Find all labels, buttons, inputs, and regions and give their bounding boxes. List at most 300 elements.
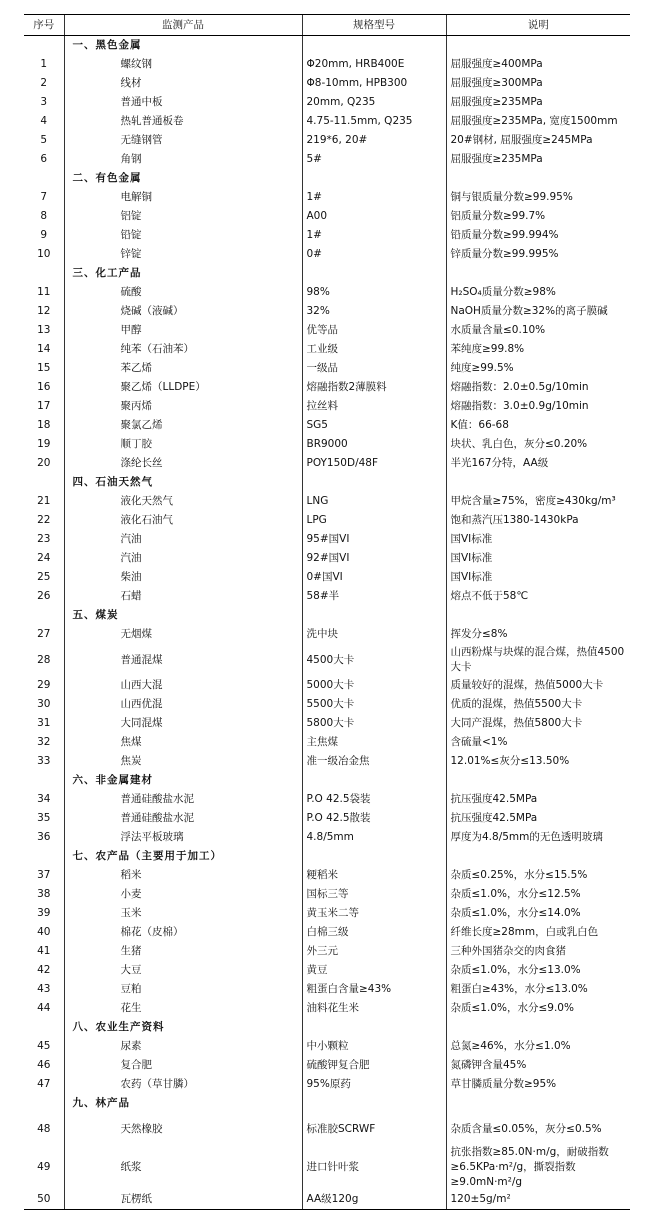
cell-note: 屈服强度≥235MPa (446, 93, 630, 112)
cell-note: 120±5g/m² (446, 1190, 630, 1210)
table-row (24, 93, 630, 112)
cell-note: 优质的混煤，热值5500大卡 (446, 695, 630, 714)
table-row (24, 904, 630, 923)
cell-no: 34 (37, 793, 51, 805)
cell-note: 大同产混煤，热值5800大卡 (446, 714, 630, 733)
cell-note: 半光167分特，AA级 (446, 454, 630, 473)
cell-spec: LPG (302, 511, 446, 530)
cell-spec: 标准胶SCRWF (302, 1113, 446, 1145)
category-spec-cell (302, 473, 446, 492)
cell-no: 25 (37, 571, 51, 583)
table-row (24, 1190, 630, 1210)
category-no-cell (24, 1094, 64, 1113)
cell-product: 复合肥 (64, 1056, 302, 1075)
cell-spec: 5# (302, 150, 446, 169)
cell-spec: Φ20mm, HRB400E (302, 55, 446, 74)
table-row (24, 644, 630, 676)
cell-spec: 5000大卡 (302, 676, 446, 695)
category-spec-cell (302, 1094, 446, 1113)
cell-note: 挥发分≤8% (446, 625, 630, 644)
cell-no: 4 (40, 115, 48, 127)
table-row (24, 378, 630, 397)
cell-product: 柴油 (64, 568, 302, 587)
header-product: 监测产品 (64, 15, 302, 36)
cell-note: 水质量含量≤0.10% (446, 321, 630, 340)
cell-product: 无烟煤 (64, 625, 302, 644)
cell-spec: 工业级 (302, 340, 446, 359)
category-spec-cell (302, 264, 446, 283)
cell-product: 天然橡胶 (64, 1113, 302, 1145)
cell-note: 含硫量<1% (446, 733, 630, 752)
cell-note: 总氮≥46%，水分≤1.0% (446, 1037, 630, 1056)
cell-no: 22 (37, 514, 51, 526)
cell-note: 屈服强度≥300MPa (446, 74, 630, 93)
cell-no: 43 (37, 983, 51, 995)
cell-no: 19 (37, 438, 51, 450)
cell-product: 农药（草甘膦） (64, 1075, 302, 1094)
table-row (24, 885, 630, 904)
cell-note: 杂质≤1.0%，水分≤12.5% (446, 885, 630, 904)
category-spec-cell (302, 36, 446, 56)
cell-note: 苯纯度≥99.8% (446, 340, 630, 359)
cell-note: 铅质量分数≥99.994% (446, 226, 630, 245)
cell-no: 23 (37, 533, 51, 545)
cell-spec: 粗蛋白含量≥43% (302, 980, 446, 999)
cell-no: 42 (37, 964, 51, 976)
cell-no: 45 (37, 1040, 51, 1052)
cell-product: 甲醇 (64, 321, 302, 340)
cell-product: 普通硅酸盐水泥 (64, 809, 302, 828)
cell-no: 32 (37, 736, 51, 748)
table-row (24, 530, 630, 549)
table-row (24, 676, 630, 695)
cell-note: 杂质≤0.25%，水分≤15.5% (446, 866, 630, 885)
category-row (24, 771, 630, 790)
cell-no: 47 (37, 1078, 51, 1090)
cell-product: 焦煤 (64, 733, 302, 752)
table-row (24, 207, 630, 226)
table-row (24, 188, 630, 207)
cell-spec: 外三元 (302, 942, 446, 961)
table-row (24, 828, 630, 847)
table-row (24, 74, 630, 93)
cell-no: 28 (37, 653, 51, 666)
category-label: 一、黑色金属 (64, 36, 302, 56)
cell-note: H₂SO₄质量分数≥98% (446, 283, 630, 302)
cell-note: 铜与银质量分数≥99.95% (446, 188, 630, 207)
cell-note: 厚度为4.8/5mm的无色透明玻璃 (446, 828, 630, 847)
cell-no: 44 (37, 1002, 51, 1014)
category-label: 五、煤炭 (64, 606, 302, 625)
table-row (24, 302, 630, 321)
cell-product: 聚氯乙烯 (64, 416, 302, 435)
cell-note: 氮磷钾含量45% (446, 1056, 630, 1075)
products-table (24, 14, 630, 1210)
cell-product: 大同混煤 (64, 714, 302, 733)
cell-product: 山西大混 (64, 676, 302, 695)
cell-product: 焦炭 (64, 752, 302, 771)
cell-product: 尿素 (64, 1037, 302, 1056)
cell-spec: SG5 (302, 416, 446, 435)
category-no-cell (24, 771, 64, 790)
cell-note: 国VI标准 (446, 568, 630, 587)
cell-product: 液化天然气 (64, 492, 302, 511)
category-no-cell (24, 473, 64, 492)
cell-spec: 58#半 (302, 587, 446, 606)
category-row (24, 1094, 630, 1113)
table-row (24, 1056, 630, 1075)
table-row (24, 980, 630, 999)
cell-spec: 国标三等 (302, 885, 446, 904)
cell-spec: 5800大卡 (302, 714, 446, 733)
category-note-cell (446, 1094, 630, 1113)
table-row (24, 733, 630, 752)
category-row (24, 264, 630, 283)
table-row (24, 321, 630, 340)
cell-product: 小麦 (64, 885, 302, 904)
category-label: 八、农业生产资料 (64, 1018, 302, 1037)
header-note: 说明 (446, 15, 630, 36)
table-row (24, 340, 630, 359)
category-no-cell (24, 847, 64, 866)
cell-note: 国VI标准 (446, 530, 630, 549)
cell-note: 杂质≤1.0%，水分≤14.0% (446, 904, 630, 923)
cell-product: 大豆 (64, 961, 302, 980)
cell-spec: 5500大卡 (302, 695, 446, 714)
cell-no: 35 (37, 812, 51, 824)
table-row (24, 492, 630, 511)
cell-note: 熔融指数：3.0±0.9g/10min (446, 397, 630, 416)
cell-spec: BR9000 (302, 435, 446, 454)
table-row (24, 511, 630, 530)
cell-spec: POY150D/48F (302, 454, 446, 473)
table-row (24, 112, 630, 131)
cell-note: 纯度≥99.5% (446, 359, 630, 378)
cell-no: 46 (37, 1059, 51, 1071)
category-no-cell (24, 264, 64, 283)
category-label: 六、非金属建材 (64, 771, 302, 790)
cell-note: 杂质含量≤0.05%，灰分≤0.5% (446, 1113, 630, 1145)
category-spec-cell (302, 1018, 446, 1037)
cell-no: 39 (37, 907, 51, 919)
table-row (24, 695, 630, 714)
cell-product: 热轧普通板卷 (64, 112, 302, 131)
cell-product: 花生 (64, 999, 302, 1018)
category-note-cell (446, 771, 630, 790)
cell-note: 锌质量分数≥99.995% (446, 245, 630, 264)
cell-no: 2 (40, 77, 48, 89)
price-monitoring-table-wrapper (24, 14, 630, 1210)
cell-no: 30 (37, 698, 51, 710)
cell-spec: 熔融指数2薄膜料 (302, 378, 446, 397)
cell-no: 8 (40, 210, 48, 222)
cell-note: 抗压强度42.5MPa (446, 809, 630, 828)
cell-spec: LNG (302, 492, 446, 511)
category-no-cell (24, 606, 64, 625)
cell-product: 普通中板 (64, 93, 302, 112)
cell-no: 40 (37, 926, 51, 938)
cell-spec: 进口针叶浆 (302, 1145, 446, 1190)
category-spec-cell (302, 606, 446, 625)
cell-no: 49 (37, 1161, 51, 1173)
cell-product: 铝锭 (64, 207, 302, 226)
category-note-cell (446, 169, 630, 188)
table-row (24, 568, 630, 587)
cell-note: 质量较好的混煤，热值5000大卡 (446, 676, 630, 695)
cell-no: 27 (37, 628, 51, 640)
cell-no: 15 (37, 362, 51, 374)
cell-note: NaOH质量分数≥32%的离子膜碱 (446, 302, 630, 321)
cell-no: 11 (37, 286, 51, 298)
cell-no: 9 (40, 229, 48, 241)
cell-no: 24 (37, 552, 51, 564)
cell-no: 12 (37, 305, 51, 317)
cell-spec: P.O 42.5袋装 (302, 790, 446, 809)
cell-no: 3 (40, 96, 48, 108)
cell-spec: 4500大卡 (302, 644, 446, 676)
cell-product: 稻米 (64, 866, 302, 885)
category-note-cell (446, 847, 630, 866)
table-row (24, 245, 630, 264)
cell-note: 块状、乳白色，灰分≤0.20% (446, 435, 630, 454)
category-no-cell (24, 36, 64, 56)
cell-spec: 4.8/5mm (302, 828, 446, 847)
category-note-cell (446, 606, 630, 625)
cell-note: 屈服强度≥235MPa, 宽度1500mm (446, 112, 630, 131)
cell-spec: 黄玉米二等 (302, 904, 446, 923)
cell-note: 抗压强度42.5MPa (446, 790, 630, 809)
cell-spec: 洗中块 (302, 625, 446, 644)
cell-product: 山西优混 (64, 695, 302, 714)
cell-product: 普通混煤 (64, 644, 302, 676)
category-row (24, 169, 630, 188)
cell-note: 粗蛋白≥43%，水分≤13.0% (446, 980, 630, 999)
cell-spec: 1# (302, 188, 446, 207)
cell-spec: 1# (302, 226, 446, 245)
cell-no: 26 (37, 590, 51, 602)
cell-no: 17 (37, 400, 51, 412)
cell-spec: 准一级冶金焦 (302, 752, 446, 771)
cell-product: 硫酸 (64, 283, 302, 302)
cell-product: 角钢 (64, 150, 302, 169)
cell-note: 三种外国猪杂交的肉食猪 (446, 942, 630, 961)
cell-spec: 优等品 (302, 321, 446, 340)
cell-product: 聚丙烯 (64, 397, 302, 416)
table-header (24, 15, 630, 36)
cell-no: 14 (37, 343, 51, 355)
cell-product: 汽油 (64, 549, 302, 568)
cell-no: 5 (40, 134, 48, 146)
table-row (24, 942, 630, 961)
cell-spec: A00 (302, 207, 446, 226)
cell-product: 纯苯（石油苯） (64, 340, 302, 359)
table-row (24, 923, 630, 942)
cell-product: 浮法平板玻璃 (64, 828, 302, 847)
cell-spec: 98% (302, 283, 446, 302)
cell-spec: 黄豆 (302, 961, 446, 980)
table-row (24, 1145, 630, 1190)
category-row (24, 606, 630, 625)
category-note-cell (446, 473, 630, 492)
category-row (24, 1018, 630, 1037)
category-label: 七、农产品（主要用于加工） (64, 847, 302, 866)
category-label: 二、有色金属 (64, 169, 302, 188)
table-row (24, 714, 630, 733)
table-row (24, 961, 630, 980)
table-body (24, 36, 630, 1210)
cell-product: 玉米 (64, 904, 302, 923)
category-row (24, 473, 630, 492)
cell-no: 37 (37, 869, 51, 881)
table-row (24, 435, 630, 454)
cell-note: 12.01%≤灰分≤13.50% (446, 752, 630, 771)
cell-product: 聚乙烯（LLDPE） (64, 378, 302, 397)
table-row (24, 397, 630, 416)
cell-no: 6 (40, 153, 48, 165)
cell-spec: Φ8-10mm, HPB300 (302, 74, 446, 93)
category-label: 九、林产品 (64, 1094, 302, 1113)
cell-note: 山西粉煤与块煤的混合煤，热值4500大卡 (446, 644, 630, 676)
category-label: 三、化工产品 (64, 264, 302, 283)
cell-note: K值：66-68 (446, 416, 630, 435)
table-row (24, 549, 630, 568)
cell-product: 瓦楞纸 (64, 1190, 302, 1210)
cell-spec: 32% (302, 302, 446, 321)
cell-product: 涤纶长丝 (64, 454, 302, 473)
category-row (24, 847, 630, 866)
table-row (24, 1037, 630, 1056)
cell-note: 杂质≤1.0%，水分≤9.0% (446, 999, 630, 1018)
cell-spec: 一级品 (302, 359, 446, 378)
cell-product: 螺纹钢 (64, 55, 302, 74)
cell-product: 电解铜 (64, 188, 302, 207)
cell-note: 20#钢材, 屈服强度≥245MPa (446, 131, 630, 150)
cell-spec: 0#国VI (302, 568, 446, 587)
cell-no: 7 (40, 191, 48, 203)
cell-no: 33 (37, 755, 51, 767)
table-row (24, 1113, 630, 1145)
cell-product: 顺丁胶 (64, 435, 302, 454)
cell-spec: P.O 42.5散装 (302, 809, 446, 828)
cell-no: 36 (37, 831, 51, 843)
cell-spec: 0# (302, 245, 446, 264)
table-row (24, 752, 630, 771)
cell-spec: 油料花生米 (302, 999, 446, 1018)
cell-note: 屈服强度≥400MPa (446, 55, 630, 74)
cell-no: 20 (37, 457, 51, 469)
table-row (24, 1075, 630, 1094)
cell-spec: 粳稻米 (302, 866, 446, 885)
cell-note: 熔融指数：2.0±0.5g/10min (446, 378, 630, 397)
table-row (24, 454, 630, 473)
table-row (24, 790, 630, 809)
cell-product: 纸浆 (64, 1145, 302, 1190)
cell-spec: 4.75-11.5mm, Q235 (302, 112, 446, 131)
table-row (24, 283, 630, 302)
table-row (24, 150, 630, 169)
cell-no: 10 (37, 248, 51, 260)
category-spec-cell (302, 169, 446, 188)
cell-no: 1 (40, 58, 48, 70)
cell-no: 18 (37, 419, 51, 431)
table-row (24, 809, 630, 828)
cell-spec: AA级120g (302, 1190, 446, 1210)
cell-product: 石蜡 (64, 587, 302, 606)
cell-note: 屈服强度≥235MPa (446, 150, 630, 169)
header-row (24, 15, 630, 36)
category-spec-cell (302, 847, 446, 866)
cell-note: 纤维长度≥28mm，白或乳白色 (446, 923, 630, 942)
cell-product: 烧碱（液碱） (64, 302, 302, 321)
cell-no: 16 (37, 381, 51, 393)
cell-no: 21 (37, 495, 51, 507)
header-no: 序号 (24, 15, 64, 36)
table-row (24, 866, 630, 885)
cell-spec: 中小颗粒 (302, 1037, 446, 1056)
cell-note: 杂质≤1.0%，水分≤13.0% (446, 961, 630, 980)
cell-product: 苯乙烯 (64, 359, 302, 378)
category-no-cell (24, 169, 64, 188)
cell-product: 线材 (64, 74, 302, 93)
cell-no: 50 (24, 1190, 64, 1210)
cell-spec: 95#国VI (302, 530, 446, 549)
cell-spec: 硫酸钾复合肥 (302, 1056, 446, 1075)
cell-product: 无缝钢管 (64, 131, 302, 150)
table-row (24, 416, 630, 435)
cell-spec: 主焦煤 (302, 733, 446, 752)
category-row (24, 36, 630, 56)
cell-note: 熔点不低于58℃ (446, 587, 630, 606)
cell-product: 铅锭 (64, 226, 302, 245)
category-note-cell (446, 36, 630, 56)
table-row (24, 359, 630, 378)
cell-spec: 白棉三级 (302, 923, 446, 942)
cell-product: 汽油 (64, 530, 302, 549)
cell-product: 锌锭 (64, 245, 302, 264)
cell-spec: 92#国VI (302, 549, 446, 568)
cell-spec: 219*6, 20# (302, 131, 446, 150)
table-row (24, 55, 630, 74)
table-row (24, 999, 630, 1018)
table-row (24, 587, 630, 606)
cell-no: 31 (37, 717, 51, 729)
header-spec: 规格型号 (302, 15, 446, 36)
cell-spec: 拉丝料 (302, 397, 446, 416)
cell-no: 13 (37, 324, 51, 336)
table-row (24, 131, 630, 150)
cell-product: 棉花（皮棉） (64, 923, 302, 942)
category-no-cell (24, 1018, 64, 1037)
category-note-cell (446, 264, 630, 283)
cell-note: 甲烷含量≥75%，密度≥430kg/m³ (446, 492, 630, 511)
cell-product: 豆粕 (64, 980, 302, 999)
cell-spec: 20mm, Q235 (302, 93, 446, 112)
table-row (24, 625, 630, 644)
cell-no: 41 (37, 945, 51, 957)
cell-no: 29 (37, 679, 51, 691)
cell-note: 饱和蒸汽压1380-1430kPa (446, 511, 630, 530)
cell-product: 普通硅酸盐水泥 (64, 790, 302, 809)
cell-product: 生猪 (64, 942, 302, 961)
cell-spec: 95%原药 (302, 1075, 446, 1094)
cell-note: 国VI标准 (446, 549, 630, 568)
cell-no: 38 (37, 888, 51, 900)
table-row (24, 226, 630, 245)
cell-note: 抗张指数≥85.0N·m/g，耐破指数≥6.5KPa·m²/g，撕裂指数≥9.0mN·m²/g (446, 1145, 630, 1190)
cell-no: 48 (37, 1122, 51, 1135)
category-note-cell (446, 1018, 630, 1037)
cell-product: 液化石油气 (64, 511, 302, 530)
